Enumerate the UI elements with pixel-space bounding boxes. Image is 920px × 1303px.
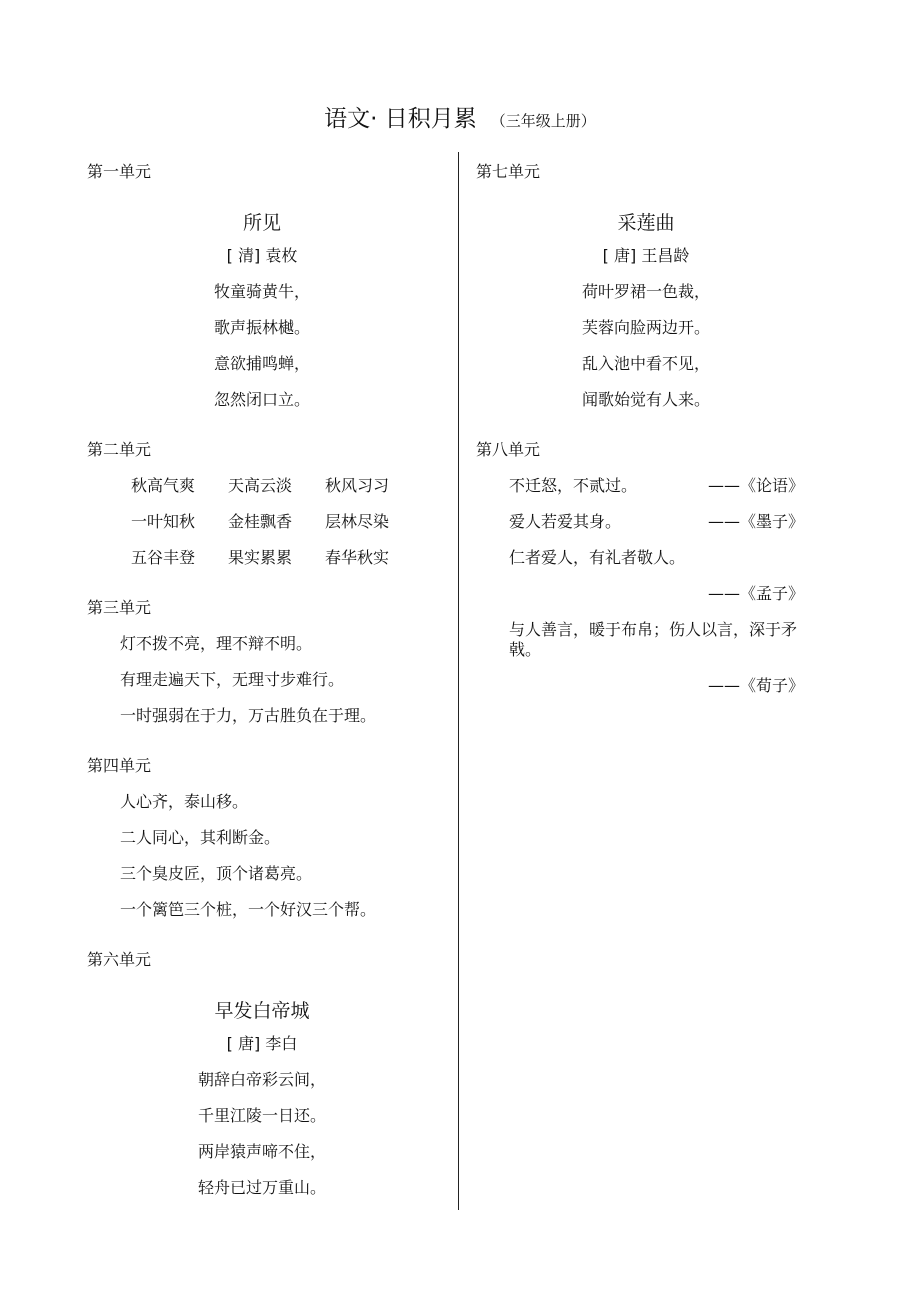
poem-title: 采莲曲	[617, 212, 675, 234]
poem-line: 闻歌始觉有人来。	[581, 390, 710, 409]
unit-8-label: 第八单元	[476, 440, 541, 459]
idiom: 天高云淡	[228, 476, 293, 495]
quote-row	[509, 512, 804, 532]
saying: 一个篱笆三个桩，一个好汉三个帮。	[120, 900, 377, 919]
column-divider	[458, 152, 459, 1210]
poem-line: 朝辞白帝彩云间，	[197, 1070, 326, 1089]
poem-line: 乱入池中看不见，	[581, 354, 710, 373]
quote-row	[509, 476, 804, 496]
poem-author: [ 唐] 王昌龄	[602, 246, 690, 265]
poem-title: 所见	[242, 212, 281, 234]
quote-text: 爱人若爱其身。	[509, 512, 622, 531]
saying: 灯不拨不亮，理不辩不明。	[120, 634, 313, 653]
poem-author: [ 唐] 李白	[226, 1034, 298, 1053]
poem-line: 芙蓉向脸两边开。	[581, 318, 710, 337]
poem-line: 牧童骑黄牛，	[213, 282, 310, 301]
unit-7-section	[476, 162, 816, 410]
unit-6-section	[87, 950, 437, 1198]
idiom-row	[131, 476, 437, 496]
quote-source: ——《论语》	[707, 476, 804, 495]
title-subtitle: （三年级上册）	[490, 112, 596, 130]
saying: 有理走遍天下，无理寸步难行。	[120, 670, 345, 689]
idiom: 金桂飘香	[228, 512, 293, 531]
idiom-row	[131, 548, 437, 568]
unit-2-label: 第二单元	[87, 440, 152, 459]
title-main: 语文· 日积月累	[324, 106, 477, 132]
sayings-list	[120, 792, 437, 920]
poem-line: 意欲捕鸣蝉，	[213, 354, 310, 373]
idiom: 五谷丰登	[131, 548, 196, 567]
quote-source: ——《孟子》	[707, 584, 804, 603]
unit-4-section	[87, 756, 437, 920]
unit-6-label: 第六单元	[87, 950, 152, 969]
unit-3-label: 第三单元	[87, 598, 152, 617]
quote-source: ——《墨子》	[707, 512, 804, 531]
unit-8-section	[476, 440, 816, 696]
unit-3-section	[87, 598, 437, 726]
unit-7-label: 第七单元	[476, 162, 541, 181]
poem-line: 两岸猿声啼不住，	[197, 1142, 326, 1161]
saying: 三个臭皮匠，顶个诸葛亮。	[120, 864, 313, 883]
quote-text: 与人善言，暖于布帛；伤人以言，深于矛戟。	[509, 620, 798, 659]
poem-lines	[87, 282, 437, 410]
poem-line: 忽然闭口立。	[213, 390, 310, 409]
page-title	[0, 100, 920, 133]
unit-1-label: 第一单元	[87, 162, 152, 181]
poem-line: 歌声振林樾。	[213, 318, 310, 337]
unit-1-section	[87, 162, 437, 410]
idiom: 一叶知秋	[131, 512, 196, 531]
quote-source: ——《荀子》	[707, 676, 804, 695]
quotes-list	[509, 476, 804, 696]
poem-line: 千里江陵一日还。	[197, 1106, 326, 1125]
idiom: 层林尽染	[325, 512, 390, 531]
idiom: 春华秋实	[325, 548, 390, 567]
right-column	[476, 162, 816, 712]
unit-2-section	[87, 440, 437, 568]
poem-line: 轻舟已过万重山。	[197, 1178, 326, 1197]
idiom: 秋高气爽	[131, 476, 196, 495]
poem-line: 荷叶罗裙一色裁，	[581, 282, 710, 301]
quote-text: 仁者爱人，有礼者敬人。	[509, 548, 686, 567]
poem-author: [ 清] 袁枚	[226, 246, 298, 265]
quote-text: 不迁怒，不贰过。	[509, 476, 638, 495]
sayings-list	[120, 634, 437, 726]
saying: 一时强弱在于力，万古胜负在于理。	[120, 706, 377, 725]
poem-lines	[476, 282, 816, 410]
idiom-grid	[131, 476, 437, 568]
idiom-row	[131, 512, 437, 532]
saying: 二人同心，其利断金。	[120, 828, 281, 847]
unit-4-label: 第四单元	[87, 756, 152, 775]
saying: 人心齐，泰山移。	[120, 792, 249, 811]
idiom: 果实累累	[228, 548, 293, 567]
poem-title: 早发白帝城	[214, 1000, 310, 1022]
idiom: 秋风习习	[325, 476, 390, 495]
left-column	[87, 162, 437, 1198]
poem-lines	[87, 1070, 437, 1198]
